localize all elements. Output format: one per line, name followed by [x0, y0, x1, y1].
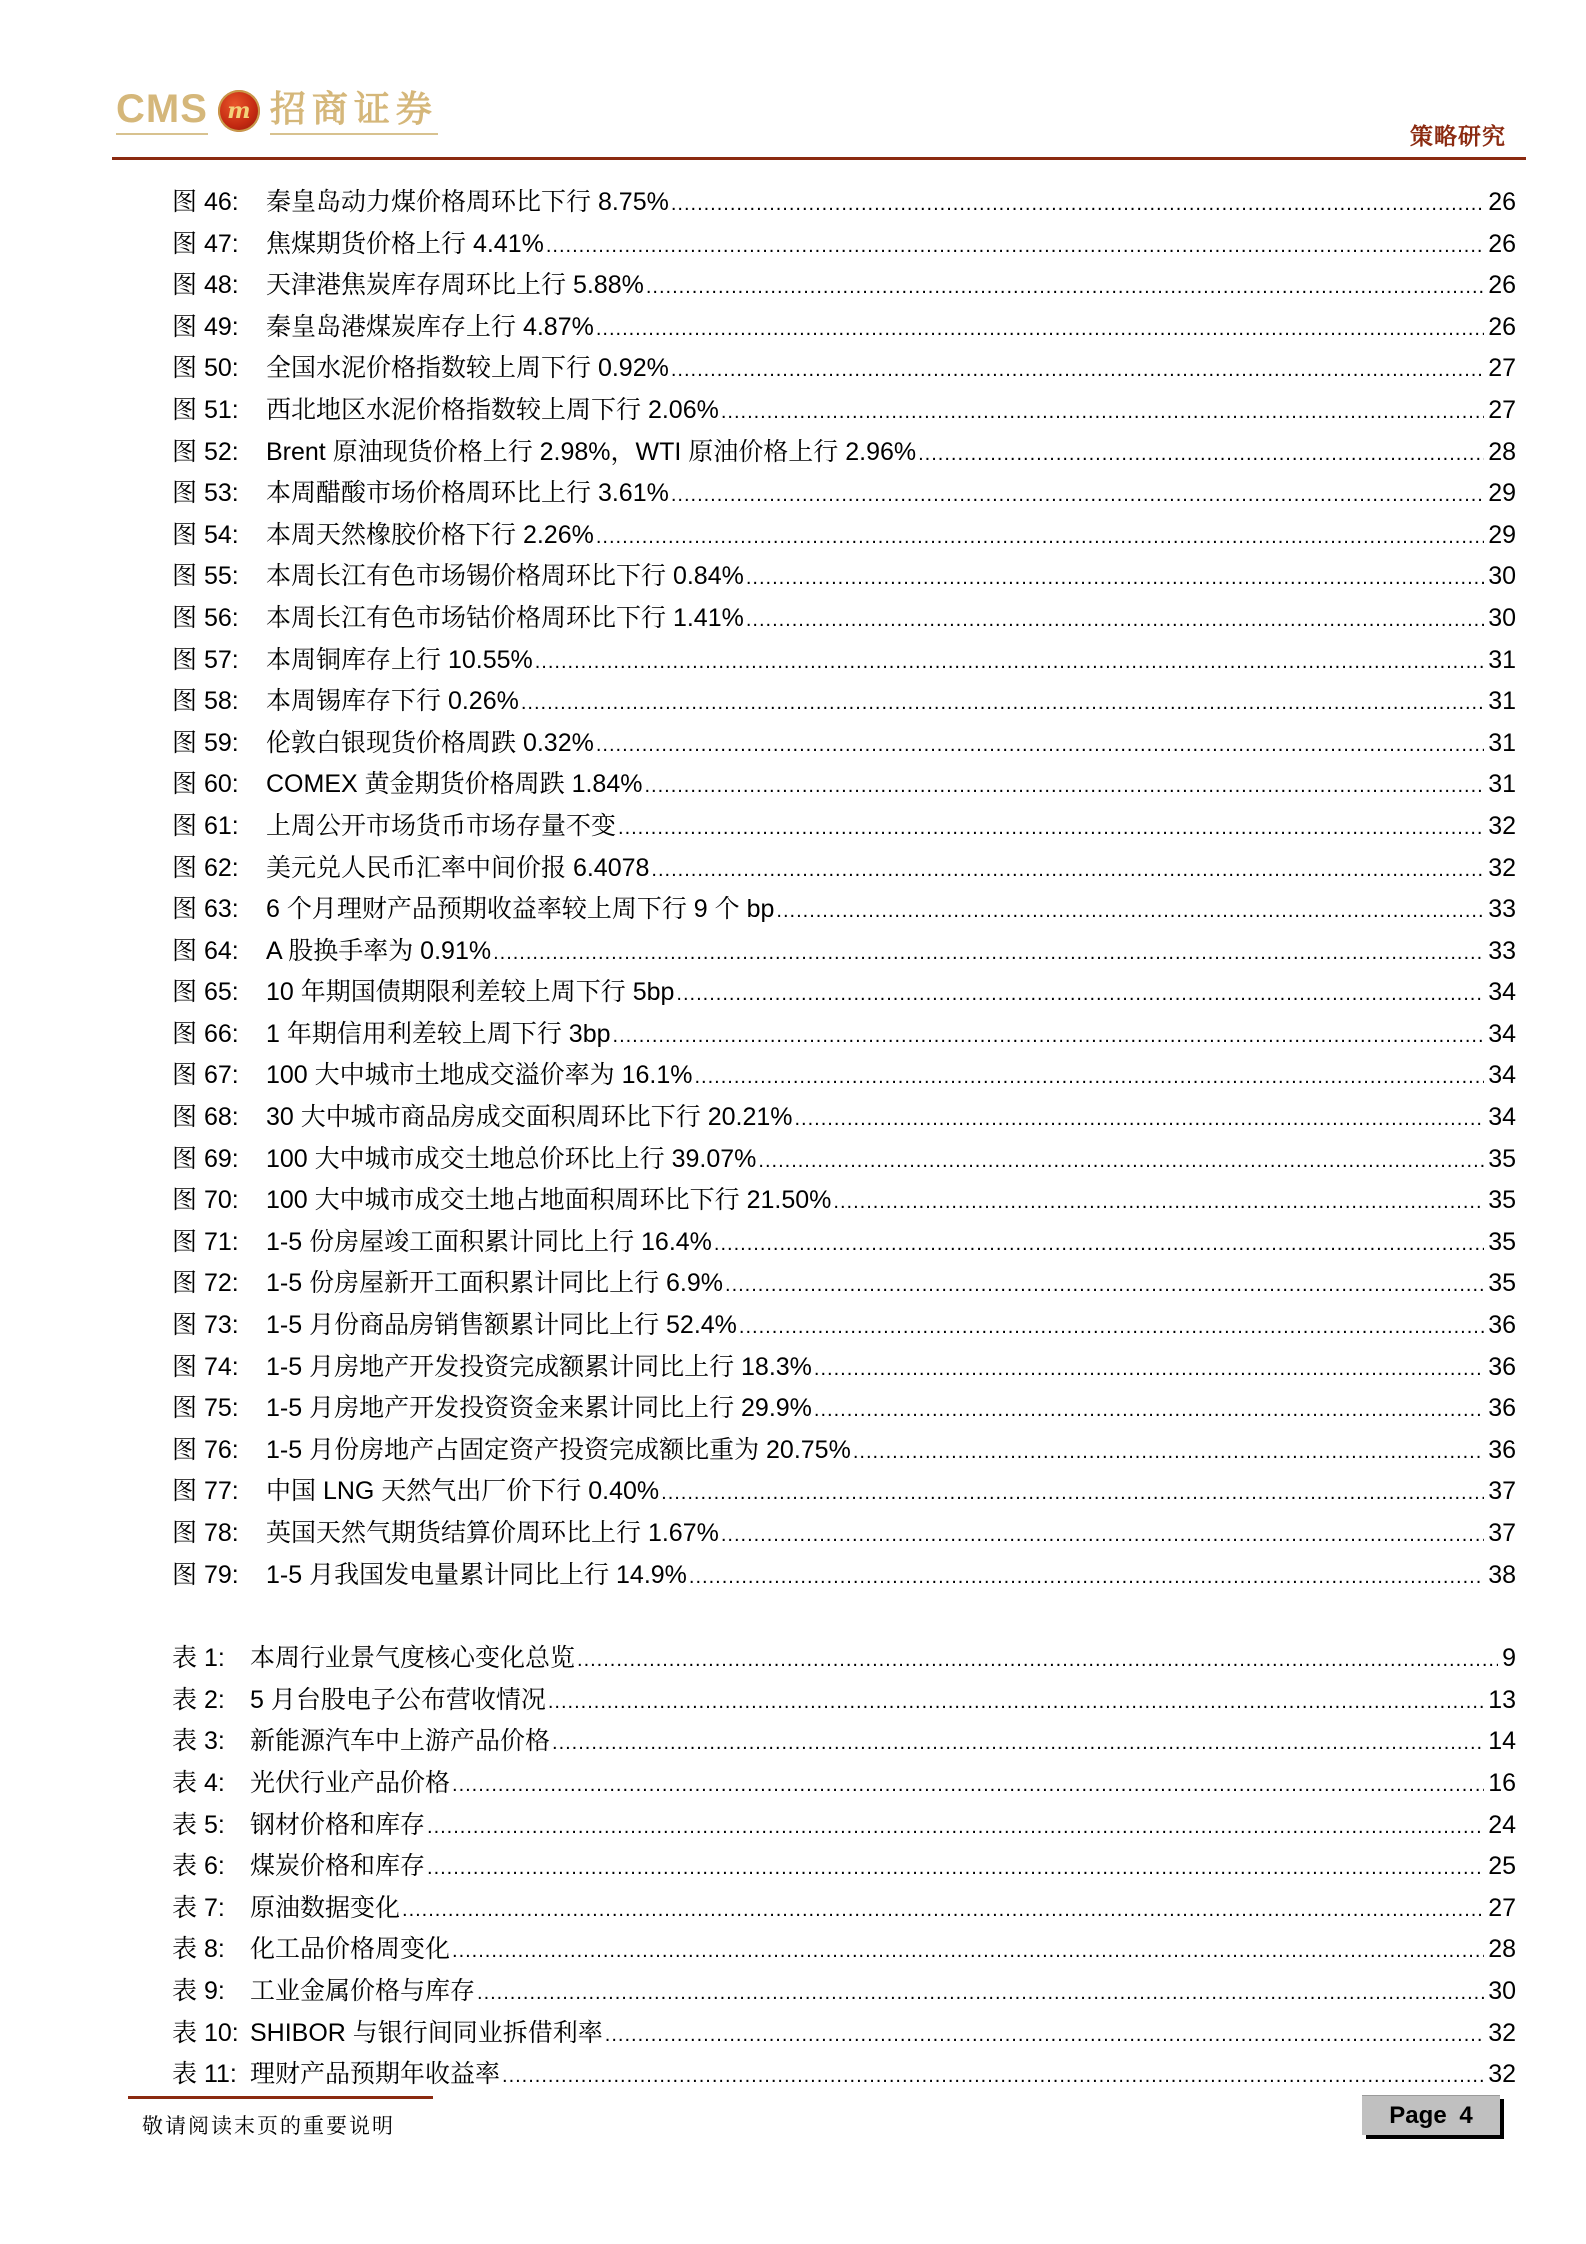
toc-figure-entry[interactable] — [172, 1139, 1516, 1181]
toc-entry-title: 100 大中城市成交土地占地面积周环比下行 21.50% — [266, 1186, 832, 1215]
toc-entry-title: 西北地区水泥价格指数较上周下行 2.06% — [266, 395, 719, 424]
toc-entry-title: 1-5 月我国发电量累计同比上行 14.9% — [266, 1560, 687, 1589]
toc-entry-title: 煤炭价格和库存 — [250, 1852, 426, 1881]
dot-leader — [546, 226, 1484, 268]
toc-entry-page: 34 — [1488, 1019, 1516, 1048]
dot-leader — [689, 1557, 1484, 1599]
toc-entry-title: 1-5 份房屋竣工面积累计同比上行 16.4% — [266, 1227, 712, 1256]
toc-entry-number: 图 78: — [172, 1519, 239, 1547]
toc-table-entry[interactable] — [172, 1888, 1516, 1930]
toc-entry-number: 图 56: — [172, 603, 239, 632]
toc-entry-page: 36 — [1488, 1352, 1516, 1381]
toc-entry-label — [172, 1555, 689, 1597]
dot-leader — [671, 184, 1484, 226]
toc-entry-page: 32 — [1488, 2060, 1516, 2089]
dot-leader — [695, 1057, 1485, 1099]
toc-entry-title: 本周醋酸市场价格周环比上行 3.61% — [266, 479, 669, 508]
toc-entry-page: 29 — [1488, 520, 1516, 549]
dot-leader — [477, 1973, 1484, 2015]
toc-entry-number: 图 77: — [172, 1477, 239, 1506]
dot-leader — [661, 1473, 1484, 1515]
toc-entry-page: 30 — [1488, 603, 1516, 632]
toc-entry-page: 33 — [1488, 936, 1516, 965]
dot-leader — [644, 766, 1484, 808]
toc-figure-entry[interactable] — [172, 681, 1516, 723]
cms-logo — [116, 86, 438, 136]
toc-figure-entry[interactable] — [172, 1513, 1516, 1555]
toc-entry-title: 美元兑人民币汇率中间价报 6.4078 — [266, 853, 650, 882]
toc-entry-title: 工业金属价格与库存 — [250, 1976, 476, 2005]
toc-entry-number: 表 8: — [172, 1935, 225, 1964]
toc-entry-number: 图 79: — [172, 1560, 239, 1589]
toc-entry-label — [172, 224, 546, 266]
toc-entry-title: 100 大中城市土地成交溢价率为 16.1% — [266, 1061, 693, 1090]
toc-entry-number: 表 7: — [172, 1893, 225, 1922]
dot-leader — [596, 725, 1484, 767]
toc-figure-entry[interactable] — [172, 1263, 1516, 1305]
toc-entry-number: 图 52: — [172, 437, 239, 466]
toc-entry-number: 图 47: — [172, 229, 239, 258]
header-divider — [112, 157, 1526, 160]
toc-entry-page: 37 — [1488, 1477, 1516, 1506]
toc-entry-title: 本周长江有色市场锡价格周环比下行 0.84% — [266, 562, 744, 591]
dot-leader — [739, 1307, 1484, 1349]
dot-leader — [714, 1224, 1484, 1266]
toc-figure-entry[interactable] — [172, 224, 1516, 266]
toc-entry-title: 1-5 月房地产开发投资资金来累计同比上行 29.9% — [266, 1394, 812, 1423]
toc-figure-entry[interactable] — [172, 1055, 1516, 1097]
toc-entry-page: 35 — [1488, 1227, 1516, 1256]
toc-entry-page: 24 — [1488, 1810, 1516, 1839]
toc-entry-label — [172, 1097, 795, 1139]
dot-leader — [725, 1265, 1484, 1307]
toc-entry-label — [172, 2013, 605, 2055]
toc-entry-title: 化工品价格周变化 — [250, 1935, 451, 1964]
dot-leader — [552, 1723, 1484, 1765]
toc-entry-page: 31 — [1488, 770, 1516, 799]
toc-entry-page: 29 — [1488, 479, 1516, 508]
toc-figure-entry[interactable] — [172, 348, 1516, 390]
toc-entry-label — [172, 1971, 477, 2013]
toc-entry-page: 34 — [1488, 978, 1516, 1007]
toc-entry-number: 图 50: — [172, 354, 239, 383]
toc-entry-title: 10 年期国债期限利差较上周下行 5bp — [266, 978, 675, 1007]
figure-list — [172, 182, 1516, 1596]
footer-divider — [128, 2096, 433, 2099]
toc-entry-page: 32 — [1488, 853, 1516, 882]
toc-entry-page: 36 — [1488, 1435, 1516, 1464]
toc-entry-number: 表 4: — [172, 1768, 225, 1797]
toc-entry-title: Brent 原油现货价格上行 2.98%，WTI 原油价格上行 2.96% — [266, 437, 917, 466]
toc-entry-label — [172, 1763, 452, 1805]
toc-entry-page: 28 — [1488, 437, 1516, 466]
toc-entry-page: 37 — [1488, 1519, 1516, 1547]
toc-entry-title: 上周公开市场货币市场存量不变 — [266, 811, 617, 840]
toc-entry-label — [172, 1846, 427, 1888]
toc-entry-page: 26 — [1488, 312, 1516, 341]
toc-entry-title: 中国 LNG 天然气出厂价下行 0.40% — [266, 1477, 660, 1506]
toc-figure-entry[interactable] — [172, 1347, 1516, 1389]
toc-entry-title: 秦皇岛动力煤价格周环比下行 8.75% — [266, 188, 669, 216]
dot-leader — [427, 1807, 1484, 1849]
toc-entry-page: 26 — [1488, 229, 1516, 258]
toc-entry-title: 本周行业景气度核心变化总览 — [250, 1644, 576, 1673]
toc-entry-number: 图 53: — [172, 479, 239, 508]
toc-entry-label — [172, 1680, 548, 1722]
section-label: 策略研究 — [1410, 123, 1506, 150]
toc-figure-entry[interactable] — [172, 640, 1516, 682]
toc-entry-title: 理财产品预期年收益率 — [250, 2060, 501, 2089]
toc-entry-label — [172, 182, 671, 224]
toc-entry-page: 32 — [1488, 2018, 1516, 2047]
toc-entry-number: 图 72: — [172, 1269, 239, 1298]
toc-entry-number: 表 5: — [172, 1810, 225, 1839]
toc-entry-page: 25 — [1488, 1852, 1516, 1881]
toc-entry-number: 表 9: — [172, 1976, 225, 2005]
toc-entry-title: 30 大中城市商品房成交面积周环比下行 20.21% — [266, 1103, 793, 1132]
toc-entry-number: 图 75: — [172, 1394, 239, 1423]
toc-entry-label — [172, 640, 535, 682]
toc-entry-label — [172, 2054, 502, 2096]
toc-entry-number: 图 59: — [172, 728, 239, 757]
toc-figure-entry[interactable] — [172, 931, 1516, 973]
toc-figure-entry[interactable] — [172, 723, 1516, 765]
table-of-contents — [172, 182, 1516, 2096]
toc-entry-page: 31 — [1488, 645, 1516, 674]
toc-figure-entry[interactable] — [172, 1097, 1516, 1139]
toc-entry-label — [172, 1430, 853, 1472]
toc-figure-entry[interactable] — [172, 307, 1516, 349]
dot-leader — [618, 808, 1484, 850]
toc-entry-number: 图 48: — [172, 271, 239, 300]
toc-entry-label — [172, 806, 618, 848]
toc-entry-title: 钢材价格和库存 — [250, 1810, 426, 1839]
dot-leader — [452, 1765, 1484, 1807]
toc-entry-number: 图 67: — [172, 1061, 239, 1090]
toc-figure-entry[interactable] — [172, 598, 1516, 640]
toc-entry-number: 图 66: — [172, 1019, 239, 1048]
dot-leader — [535, 642, 1484, 684]
toc-entry-number: 图 65: — [172, 978, 239, 1007]
dot-leader — [721, 1515, 1484, 1557]
logo-latin-text: CMS — [116, 87, 208, 135]
toc-entry-page: 16 — [1488, 1768, 1516, 1797]
toc-table-entry[interactable] — [172, 1721, 1516, 1763]
dot-leader — [676, 974, 1484, 1016]
toc-entry-title: 1-5 月房地产开发投资完成额累计同比上行 18.3% — [266, 1352, 812, 1381]
dot-leader — [427, 1848, 1484, 1890]
toc-entry-page: 13 — [1488, 1685, 1516, 1714]
toc-entry-title: 原油数据变化 — [250, 1893, 401, 1922]
toc-entry-label — [172, 1139, 758, 1181]
page-header — [0, 0, 1586, 170]
dot-leader — [548, 1682, 1484, 1724]
toc-entry-label — [172, 681, 521, 723]
toc-table-entry[interactable] — [172, 2013, 1516, 2055]
toc-figure-entry[interactable] — [172, 1222, 1516, 1264]
dot-leader — [452, 1931, 1484, 1973]
toc-entry-page: 38 — [1488, 1560, 1516, 1589]
dot-leader — [721, 392, 1484, 434]
toc-figure-entry[interactable] — [172, 806, 1516, 848]
dot-leader — [402, 1890, 1484, 1932]
toc-entry-title: SHIBOR 与银行间同业拆借利率 — [250, 2018, 603, 2047]
toc-table-entry[interactable] — [172, 1846, 1516, 1888]
toc-entry-title: 1-5 份房屋新开工面积累计同比上行 6.9% — [266, 1269, 724, 1298]
dot-leader — [758, 1141, 1484, 1183]
toc-figure-entry[interactable] — [172, 432, 1516, 474]
toc-entry-number: 图 57: — [172, 645, 239, 674]
toc-entry-number: 图 73: — [172, 1311, 239, 1340]
toc-entry-page: 30 — [1488, 562, 1516, 591]
toc-table-entry[interactable] — [172, 1638, 1516, 1680]
dot-leader — [746, 600, 1484, 642]
toc-entry-page: 32 — [1488, 811, 1516, 840]
toc-entry-label — [172, 723, 596, 765]
toc-figure-entry[interactable] — [172, 182, 1516, 224]
toc-entry-label — [172, 1638, 577, 1680]
toc-table-entry[interactable] — [172, 1929, 1516, 1971]
toc-entry-number: 图 76: — [172, 1435, 239, 1464]
dot-leader — [646, 267, 1484, 309]
toc-figure-entry[interactable] — [172, 972, 1516, 1014]
toc-entry-label — [172, 515, 596, 557]
toc-figure-entry[interactable] — [172, 515, 1516, 557]
toc-entry-title: 本周锡库存下行 0.26% — [266, 687, 519, 716]
toc-figure-entry[interactable] — [172, 473, 1516, 515]
dot-leader — [918, 434, 1484, 476]
toc-entry-number: 表 3: — [172, 1727, 225, 1756]
toc-entry-label — [172, 1388, 814, 1430]
toc-entry-page: 31 — [1488, 728, 1516, 757]
dot-leader — [502, 2056, 1484, 2098]
toc-entry-label — [172, 764, 644, 806]
toc-entry-title: 6 个月理财产品预期收益率较上周下行 9 个 bp — [266, 895, 775, 924]
toc-figure-entry[interactable] — [172, 1388, 1516, 1430]
toc-entry-number: 图 69: — [172, 1144, 239, 1173]
toc-entry-title: 秦皇岛港煤炭库存上行 4.87% — [266, 312, 594, 341]
toc-entry-page: 26 — [1488, 188, 1516, 216]
toc-entry-page: 35 — [1488, 1144, 1516, 1173]
toc-entry-page: 31 — [1488, 687, 1516, 716]
dot-leader — [651, 850, 1484, 892]
toc-entry-title: 英国天然气期货结算价周环比上行 1.67% — [266, 1519, 719, 1547]
toc-entry-number: 图 74: — [172, 1352, 239, 1381]
toc-table-entry[interactable] — [172, 1680, 1516, 1722]
toc-figure-entry[interactable] — [172, 1430, 1516, 1472]
toc-entry-label — [172, 1888, 402, 1930]
toc-entry-title: 新能源汽车中上游产品价格 — [250, 1727, 551, 1756]
toc-figure-entry[interactable] — [172, 1471, 1516, 1513]
toc-entry-label — [172, 1929, 452, 1971]
dot-leader — [596, 309, 1484, 351]
toc-entry-label — [172, 931, 493, 973]
toc-entry-title: 1-5 月份房地产占固定资产投资完成额比重为 20.75% — [266, 1435, 851, 1464]
toc-entry-label — [172, 889, 776, 931]
toc-entry-label — [172, 1055, 695, 1097]
table-list — [172, 1638, 1516, 2096]
dot-leader — [776, 891, 1484, 933]
toc-entry-number: 图 58: — [172, 687, 239, 716]
toc-entry-title: COMEX 黄金期货价格周跌 1.84% — [266, 770, 643, 799]
toc-entry-title: 焦煤期货价格上行 4.41% — [266, 229, 544, 258]
toc-entry-page: 26 — [1488, 271, 1516, 300]
toc-entry-title: 本周铜库存上行 10.55% — [266, 645, 533, 674]
dot-leader — [493, 933, 1484, 975]
toc-figure-entry[interactable] — [172, 390, 1516, 432]
toc-entry-title: 全国水泥价格指数较上周下行 0.92% — [266, 354, 669, 383]
dot-leader — [833, 1182, 1484, 1224]
toc-entry-number: 图 70: — [172, 1186, 239, 1215]
toc-entry-label — [172, 1014, 613, 1056]
toc-figure-entry[interactable] — [172, 848, 1516, 890]
toc-figure-entry[interactable] — [172, 265, 1516, 307]
toc-entry-label — [172, 1263, 725, 1305]
logo-chinese-text: 招商证券 — [270, 87, 438, 135]
toc-entry-title: 5 月台股电子公布营收情况 — [250, 1685, 546, 1714]
disclaimer-note: 敬请阅读末页的重要说明 — [142, 2114, 395, 2138]
toc-entry-label — [172, 473, 671, 515]
toc-entry-number: 图 62: — [172, 853, 239, 882]
toc-entry-label — [172, 1513, 721, 1555]
toc-figure-entry[interactable] — [172, 1305, 1516, 1347]
toc-entry-number: 图 68: — [172, 1103, 239, 1132]
toc-entry-label — [172, 848, 651, 890]
toc-entry-label — [172, 1471, 661, 1513]
toc-entry-page: 30 — [1488, 1976, 1516, 2005]
toc-entry-label — [172, 598, 746, 640]
dot-leader — [596, 517, 1484, 559]
toc-entry-number: 表 2: — [172, 1685, 225, 1714]
logo-badge-icon: m — [218, 90, 260, 132]
toc-entry-number: 图 46: — [172, 188, 239, 216]
dot-leader — [671, 350, 1484, 392]
toc-table-entry[interactable] — [172, 1805, 1516, 1847]
toc-entry-number: 图 51: — [172, 395, 239, 424]
dot-leader — [613, 1016, 1485, 1058]
toc-figure-entry[interactable] — [172, 764, 1516, 806]
toc-entry-page: 36 — [1488, 1311, 1516, 1340]
toc-entry-number: 图 49: — [172, 312, 239, 341]
toc-entry-title: 伦敦白银现货价格周跌 0.32% — [266, 728, 594, 757]
toc-entry-title: 天津港焦炭库存周环比上行 5.88% — [266, 271, 644, 300]
toc-entry-label — [172, 556, 746, 598]
dot-leader — [671, 475, 1484, 517]
toc-entry-page: 34 — [1488, 1061, 1516, 1090]
toc-entry-number: 图 61: — [172, 811, 239, 840]
toc-entry-number: 图 63: — [172, 895, 239, 924]
toc-entry-label — [172, 1721, 552, 1763]
toc-entry-number: 图 64: — [172, 936, 239, 965]
dot-leader — [577, 1640, 1498, 1682]
toc-entry-page: 28 — [1488, 1935, 1516, 1964]
toc-entry-page: 27 — [1488, 354, 1516, 383]
toc-entry-title: 1-5 月份商品房销售额累计同比上行 52.4% — [266, 1311, 737, 1340]
dot-leader — [746, 558, 1484, 600]
dot-leader — [814, 1349, 1484, 1391]
toc-entry-page: 33 — [1488, 895, 1516, 924]
toc-entry-title: A 股换手率为 0.91% — [266, 936, 492, 965]
toc-entry-label — [172, 265, 646, 307]
toc-entry-number: 图 71: — [172, 1227, 239, 1256]
dot-leader — [853, 1432, 1484, 1474]
toc-entry-label — [172, 307, 596, 349]
toc-figure-entry[interactable] — [172, 1180, 1516, 1222]
toc-entry-label — [172, 972, 676, 1014]
toc-figure-entry[interactable] — [172, 1555, 1516, 1597]
toc-entry-label — [172, 432, 918, 474]
toc-figure-entry[interactable] — [172, 889, 1516, 931]
toc-entry-label — [172, 348, 671, 390]
toc-entry-page: 35 — [1488, 1186, 1516, 1215]
toc-entry-title: 本周长江有色市场钴价格周环比下行 1.41% — [266, 603, 744, 632]
toc-entry-page: 27 — [1488, 1893, 1516, 1922]
toc-entry-label — [172, 1805, 427, 1847]
toc-table-entry[interactable] — [172, 1763, 1516, 1805]
toc-entry-title: 1 年期信用利差较上周下行 3bp — [266, 1019, 611, 1048]
toc-entry-number: 图 54: — [172, 520, 239, 549]
toc-entry-title: 光伏行业产品价格 — [250, 1768, 451, 1797]
toc-entry-page: 34 — [1488, 1103, 1516, 1132]
dot-leader — [814, 1390, 1484, 1432]
toc-entry-page: 14 — [1488, 1727, 1516, 1756]
dot-leader — [795, 1099, 1485, 1141]
toc-entry-label — [172, 1305, 739, 1347]
page-number-badge: Page 4 — [1362, 2095, 1500, 2135]
toc-entry-label — [172, 1180, 833, 1222]
toc-entry-number: 表 10: — [172, 2018, 239, 2047]
toc-table-entry[interactable] — [172, 2054, 1516, 2096]
toc-entry-page: 36 — [1488, 1394, 1516, 1423]
toc-figure-entry[interactable] — [172, 556, 1516, 598]
toc-entry-label — [172, 1222, 714, 1264]
toc-entry-title: 本周天然橡胶价格下行 2.26% — [266, 520, 594, 549]
toc-entry-page: 9 — [1502, 1644, 1516, 1673]
dot-leader — [521, 683, 1484, 725]
toc-entry-label — [172, 390, 721, 432]
toc-entry-title: 100 大中城市成交土地总价环比上行 39.07% — [266, 1144, 757, 1173]
toc-entry-number: 表 1: — [172, 1644, 225, 1673]
section-spacer — [172, 1596, 1516, 1638]
toc-figure-entry[interactable] — [172, 1014, 1516, 1056]
toc-entry-label — [172, 1347, 814, 1389]
dot-leader — [605, 2015, 1484, 2057]
toc-entry-number: 表 11: — [172, 2060, 237, 2089]
toc-entry-number: 表 6: — [172, 1852, 225, 1881]
toc-entry-page: 35 — [1488, 1269, 1516, 1298]
toc-entry-number: 图 60: — [172, 770, 239, 799]
toc-table-entry[interactable] — [172, 1971, 1516, 2013]
toc-entry-page: 27 — [1488, 395, 1516, 424]
toc-entry-number: 图 55: — [172, 562, 239, 591]
